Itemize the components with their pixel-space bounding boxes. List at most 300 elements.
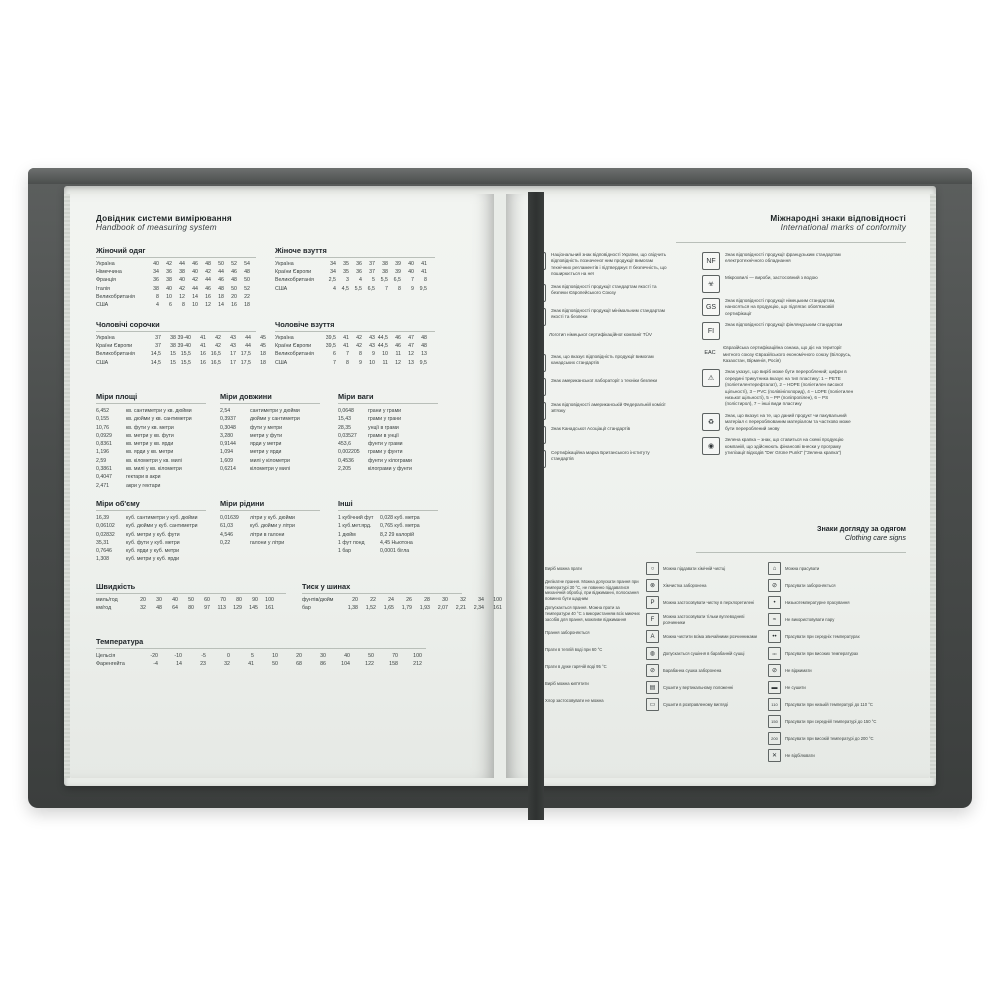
table-row xyxy=(96,268,250,276)
conformity-mark-description: Національний знак відповідності України, що свідчить відповідність позначеної ним продукції вимогам технічних регламентів і підтверджує її безпечність, що поширюється на неї xyxy=(551,252,667,277)
unit-description: фунти у грами xyxy=(368,441,403,448)
unit-description: милі у кілометри xyxy=(250,457,290,464)
unit-description: куб. дюйми у літри xyxy=(250,523,295,530)
table-cell: 12 xyxy=(179,293,185,300)
care-title-uk: Знаки догляду за одягом xyxy=(816,524,906,533)
table-cell: 70 xyxy=(392,653,398,659)
unit-description: 4,45 Ньютона xyxy=(380,539,413,546)
care-sign-description: Можна застосовувати чистку в перхлоретилені xyxy=(663,599,755,605)
no-tumble-icon: ⊘ xyxy=(646,664,659,677)
iron-150-icon: 150 xyxy=(768,715,781,728)
list-item xyxy=(96,522,197,530)
table-cell: 60 xyxy=(204,597,210,603)
table-cell: 48 xyxy=(218,285,224,292)
table-cell: 18 xyxy=(260,351,266,358)
table-cell: 16,5 xyxy=(210,359,221,366)
conformity-mark-description: Знак відповідності продукції фінляндським стандартам xyxy=(725,322,843,328)
list-item xyxy=(96,407,192,415)
value: 15,43 xyxy=(338,416,351,423)
conformity-mark xyxy=(702,437,862,456)
unit-description: гектари в акри xyxy=(126,474,161,481)
table-cell: 42 xyxy=(205,269,211,276)
table-cell: 20 xyxy=(231,293,237,300)
table-cell: 5,5 xyxy=(380,277,388,284)
section-volume-heading: Міри об'єму xyxy=(96,499,140,508)
table-cell: 42 xyxy=(356,343,362,350)
table-cell: 9,5 xyxy=(419,285,427,292)
table-cell: 24 xyxy=(388,597,394,603)
value: 0,22 xyxy=(220,539,231,546)
value: 10,76 xyxy=(96,424,109,431)
care-sign xyxy=(768,732,881,745)
conformity-mark xyxy=(528,284,678,302)
care-sign-description: Прасувати при низькій температурі до 110 °C xyxy=(785,701,873,707)
table-cell: 9 xyxy=(372,351,375,358)
table-cell: 7 xyxy=(346,351,349,358)
table-row xyxy=(96,334,266,342)
recycle-warning-icon: ⚠ xyxy=(702,369,720,387)
table-cell: 16 xyxy=(200,359,206,366)
table-area xyxy=(96,407,192,490)
table-cell: 1,93 xyxy=(419,605,430,612)
table-cell: 50 xyxy=(368,653,374,659)
care-sign xyxy=(768,596,881,609)
table-cell: 37 xyxy=(369,269,375,276)
table-cell: 28 xyxy=(424,597,430,603)
value: 16,39 xyxy=(96,515,109,521)
value: 1 кубічний фут xyxy=(338,515,374,521)
list-item xyxy=(220,514,295,522)
value: 2,59 xyxy=(96,457,107,464)
table-speed xyxy=(96,596,274,612)
table-cell: 40 xyxy=(153,261,159,267)
conformity-mark-description: Знак відповідності продукції німецьким стандартам, наносяться на продукцію, що підлягає обов'язковій сертифікації xyxy=(725,298,836,316)
no-dry-icon: ✕ xyxy=(768,749,781,762)
section-temperature-heading: Температура xyxy=(96,637,144,646)
table-cell: 10 xyxy=(272,653,278,659)
value: 4,546 xyxy=(220,531,233,538)
care-sign xyxy=(646,647,763,660)
table-liquid xyxy=(220,514,295,547)
conformity-mark-description: Знак Канадської Асоціації стандартів xyxy=(551,425,631,431)
table-cell: 2,34 xyxy=(473,605,484,612)
dryclean-a-icon: A xyxy=(646,630,659,643)
care-sign xyxy=(768,681,881,694)
value: 1,094 xyxy=(220,449,233,456)
care-sign xyxy=(528,677,641,690)
table-cell: 38 xyxy=(166,277,172,284)
value: 6,452 xyxy=(96,408,109,414)
nf-icon: NF xyxy=(702,252,720,270)
table-cell: 52 xyxy=(244,285,250,292)
care-sign xyxy=(646,681,763,694)
care-sign-description: Сушити у вертикальному положенні xyxy=(663,684,734,690)
conformity-mark xyxy=(528,426,678,444)
divider xyxy=(96,648,426,649)
table-cell: 1,38 xyxy=(347,605,358,612)
list-item xyxy=(96,448,192,456)
care-sign-description: Прасувати при середній температурі до 150 °C xyxy=(785,718,877,724)
unit-description: галони у літри xyxy=(250,539,285,546)
table-cell: 13 xyxy=(408,359,414,366)
row-label: США xyxy=(96,302,109,309)
list-item xyxy=(220,424,300,432)
unit-description: кілограми у фунти xyxy=(368,466,412,473)
list-item xyxy=(338,448,412,456)
table-cell: 10 xyxy=(382,351,388,358)
table-womens-shoes xyxy=(275,260,427,293)
conformity-mark xyxy=(702,275,862,293)
table-cell: 38 xyxy=(382,269,388,276)
care-sign xyxy=(528,694,641,707)
row-label: Великобританія xyxy=(96,293,135,300)
table-cell: -5 xyxy=(201,653,206,659)
list-item xyxy=(96,555,197,563)
line-dry-icon: ▤ xyxy=(646,681,659,694)
table-cell: 40 xyxy=(179,277,185,284)
table-cell: 2,21 xyxy=(455,605,466,612)
table-cell: 7 xyxy=(385,285,388,292)
table-cell: 17 xyxy=(230,359,236,366)
row-label: Великобританія xyxy=(275,351,314,358)
no-dryclean-icon: ⊗ xyxy=(646,579,659,592)
table-row xyxy=(96,350,266,358)
table-cell: 50 xyxy=(231,285,237,292)
row-label: Німеччина xyxy=(96,269,122,276)
unit-description: куб. метри у куб. ярди xyxy=(126,556,180,563)
row-label: США xyxy=(96,359,109,366)
care-sign xyxy=(768,664,881,677)
table-row xyxy=(96,293,250,301)
care-sign-description: Можна піддавати хімічній чистці xyxy=(663,565,726,571)
care-sign xyxy=(528,605,641,622)
table-cell: 38 xyxy=(170,335,176,341)
table-cell: 41 xyxy=(343,335,349,341)
table-cell: 46 xyxy=(192,261,198,267)
unit-description: акри у гектари xyxy=(126,482,161,489)
left-title-en: Handbook of measuring system xyxy=(96,223,217,232)
table-cell: 14 xyxy=(176,661,182,668)
unit-description: грами у фунти xyxy=(368,449,403,456)
table-cell: 40 xyxy=(408,269,414,276)
table-cell: 39-40 xyxy=(177,343,191,350)
table-cell: 48 xyxy=(156,605,162,612)
list-item xyxy=(338,547,420,555)
care-sign-description: Прасувати при високій температурі до 200 °C xyxy=(785,735,874,741)
table-cell: 38 xyxy=(382,261,388,267)
dryclean-f-icon: F xyxy=(646,613,659,626)
table-cell: 39,5 xyxy=(325,335,336,341)
table-cell: 15,5 xyxy=(180,359,191,366)
table-cell: 43 xyxy=(369,343,375,350)
table-cell: 13 xyxy=(421,351,427,358)
table-cell: 3 xyxy=(346,277,349,284)
row-label: бар xyxy=(302,605,311,612)
no-steam-icon: ≈ xyxy=(768,613,781,626)
care-sign-description: Барабанна сушка заборонена xyxy=(663,667,722,673)
table-cell: 16 xyxy=(205,293,211,300)
value: 1 фут понд xyxy=(338,539,365,546)
table-cell: 32 xyxy=(140,605,146,612)
row-label: миль/год xyxy=(96,597,118,603)
list-item xyxy=(220,415,300,423)
list-item xyxy=(96,457,192,465)
conformity-mark-description: Сертифікаційна марка Британського інституту стандартів xyxy=(551,449,650,462)
conformity-mark xyxy=(528,450,678,468)
table-cell: 44 xyxy=(245,343,251,350)
care-sign xyxy=(646,562,763,575)
value: 0,3048 xyxy=(220,424,236,431)
right-page xyxy=(506,194,930,778)
conformity-mark xyxy=(528,332,678,348)
divider xyxy=(220,510,320,511)
unit-description: куб. метри у куб. фути xyxy=(126,531,180,538)
care-sign xyxy=(646,596,763,609)
unit-description: грами у грани xyxy=(368,416,402,423)
unit-description: 8,2 29 калорій xyxy=(380,531,415,538)
list-item xyxy=(338,432,412,440)
table-cell: 12 xyxy=(395,359,401,366)
table-volume xyxy=(96,514,197,564)
list-item xyxy=(338,440,412,448)
table-cell: 16 xyxy=(231,302,237,309)
care-sign-description: Прасувати при високих температурах xyxy=(785,650,859,656)
table-cell: 8 xyxy=(182,302,185,309)
table-cell: 48 xyxy=(205,261,211,267)
conformity-mark-description: Знак відповідності продукції стандартам якості та безпеки Європейського Союзу xyxy=(551,283,657,296)
right-title-uk: Міжнародні знаки відповідності xyxy=(770,214,906,223)
list-item xyxy=(338,522,420,530)
care-sign-description: Не сушити xyxy=(785,684,806,690)
table-cell: 32 xyxy=(460,597,466,603)
row-label: фунтів/дюйм xyxy=(302,597,334,603)
table-cell: 17,5 xyxy=(240,351,251,358)
care-signs-title xyxy=(817,524,906,542)
value: 2,54 xyxy=(220,408,231,414)
table-cell: 122 xyxy=(365,661,374,668)
unit-description: куб. ярди у куб. метри xyxy=(126,548,180,555)
table-cell: 11 xyxy=(395,351,401,358)
page-block xyxy=(64,186,936,786)
table-cell: 8 xyxy=(346,359,349,366)
care-sign xyxy=(528,579,641,601)
unit-description: 0,765 куб. метра xyxy=(380,523,420,530)
care-sign-description: Не віджимати xyxy=(785,667,812,673)
row-label: Країни Європи xyxy=(96,343,133,350)
table-row xyxy=(96,596,274,604)
value: 0,6214 xyxy=(220,466,236,473)
list-item xyxy=(338,415,412,423)
table-cell: 113 xyxy=(217,605,226,612)
table-cell: 38 xyxy=(153,285,159,292)
row-label: Україна xyxy=(275,261,294,267)
table-mens-shoes xyxy=(275,334,427,367)
flat-dry-icon: ▭ xyxy=(646,698,659,711)
open-book xyxy=(28,168,972,808)
value: 28,35 xyxy=(338,424,351,431)
list-item xyxy=(338,514,420,522)
care-sign xyxy=(768,579,881,592)
table-cell: 15,5 xyxy=(180,351,191,358)
conformity-mark xyxy=(528,378,678,396)
value: 2,205 xyxy=(338,466,351,473)
table-cell: 54 xyxy=(244,261,250,267)
unit-description: фути у метри xyxy=(250,424,282,431)
table-row xyxy=(275,359,427,367)
unit-description: літри у куб. дюйми xyxy=(250,515,295,521)
table-cell: 44 xyxy=(205,277,211,284)
list-item xyxy=(220,457,300,465)
table-cell: 20 xyxy=(140,597,146,603)
table-cell: 9 xyxy=(411,285,414,292)
section-speed-heading: Швидкість xyxy=(96,582,136,591)
section-womens-clothes-heading: Жіночий одяг xyxy=(96,246,146,255)
table-cell: 80 xyxy=(188,605,194,612)
table-cell: 34 xyxy=(330,269,336,276)
unit-description: метри у ярди xyxy=(250,449,282,456)
table-cell: 48 xyxy=(231,277,237,284)
section-area-heading: Міри площі xyxy=(96,392,138,401)
conformity-mark-description: Знак указує, що виріб може бути перероблений; цифри в середині трикутника вказує на тип пластику: 1 – PETE (поліетилентерефталат), 2 – HDPE (поліетилен високої щільності), 3 – PVC (полівінілхлорид), 4 – LDPE (поліетилен низької щільності), 5 – PP (поліпропілен), 6 – PS (полістирол), 7 – інші види пластику xyxy=(725,369,854,407)
table-cell: 11 xyxy=(382,359,388,366)
value: 3,280 xyxy=(220,432,233,439)
care-signs-column-1 xyxy=(528,562,641,711)
unit-description: грами в унції xyxy=(368,432,399,439)
row-label: км/год xyxy=(96,605,112,612)
table-cell: 50 xyxy=(218,261,224,267)
value: 453,6 xyxy=(338,441,351,448)
divider xyxy=(96,257,256,258)
unit-description: кв. милі у кв. кілометри xyxy=(126,466,182,473)
table-cell: 40 xyxy=(172,597,178,603)
table-temperature xyxy=(96,652,422,668)
list-item xyxy=(338,539,420,547)
table-row xyxy=(96,342,266,350)
table-cell: 35 xyxy=(343,269,349,276)
divider xyxy=(338,510,438,511)
conformity-mark xyxy=(528,354,678,372)
table-mens-shirts xyxy=(96,334,266,367)
row-label: Фаренгейта xyxy=(96,661,125,668)
tumble-dry-icon: ◍ xyxy=(646,647,659,660)
table-cell: 34 xyxy=(478,597,484,603)
list-item xyxy=(220,522,295,530)
conformity-mark-description: Знак американської лабораторії з техніки безпеки xyxy=(551,377,658,383)
table-cell: 10 xyxy=(369,359,375,366)
unit-description: кв. кілометри у кв. милі xyxy=(126,457,182,464)
unit-description: куб. фути у куб. метри xyxy=(126,539,180,546)
conformity-marks-left-column xyxy=(528,252,678,474)
table-cell: 6,5 xyxy=(393,277,401,284)
table-cell: 16,5 xyxy=(210,351,221,358)
list-item xyxy=(220,531,295,539)
table-cell: 36 xyxy=(153,277,159,284)
table-cell: 18 xyxy=(244,302,250,309)
table-row xyxy=(275,260,427,268)
table-cell: 5 xyxy=(372,277,375,284)
unit-description: грани у грами xyxy=(368,408,402,414)
table-cell: 41 xyxy=(248,661,254,668)
care-sign-description: Можна застосовувати тільки вуглеводневі розчинники xyxy=(663,613,745,625)
unit-description: кв. фути у кв. метри xyxy=(126,424,174,431)
section-mens-shirts-heading: Чоловічі сорочки xyxy=(96,320,160,329)
table-row xyxy=(275,350,427,358)
table-cell: 44 xyxy=(179,261,185,267)
table-row xyxy=(96,260,250,268)
table-cell: 17,5 xyxy=(240,359,251,366)
no-iron-icon: ⊘ xyxy=(768,579,781,592)
divider xyxy=(676,242,906,243)
table-row xyxy=(302,596,502,604)
divider xyxy=(275,331,435,332)
list-item xyxy=(220,465,300,473)
table-length xyxy=(220,407,300,473)
table-cell: 48 xyxy=(421,335,427,341)
table-cell: 50 xyxy=(188,597,194,603)
table-cell: 4 xyxy=(333,285,336,292)
table-cell: 42 xyxy=(356,335,362,341)
care-sign-description: Прати в дуже гарячій воді 95 °C xyxy=(545,663,607,669)
value: 1 дюйм xyxy=(338,531,356,538)
table-cell: 6,5 xyxy=(367,285,375,292)
table-cell: 8 xyxy=(359,351,362,358)
table-cell: 7 xyxy=(411,277,414,284)
table-cell: 40 xyxy=(344,653,350,659)
table-cell: 41 xyxy=(200,343,206,350)
unit-description: метри у фути xyxy=(250,432,282,439)
table-cell: 44 xyxy=(245,335,251,341)
care-sign-description: Прасувати при середніх температурах xyxy=(785,633,860,639)
row-label: Країни Європи xyxy=(275,269,312,276)
table-row xyxy=(96,285,250,293)
table-cell: 12 xyxy=(408,351,414,358)
table-cell: 5 xyxy=(251,653,254,659)
row-label: Франція xyxy=(96,277,116,284)
table-cell: 80 xyxy=(236,597,242,603)
unit-description: сантиметри у дюйми xyxy=(250,408,300,414)
table-cell: 38 xyxy=(170,343,176,350)
conformity-mark xyxy=(702,298,862,317)
table-cell: -4 xyxy=(153,661,158,668)
dryclean-p-icon: P xyxy=(646,596,659,609)
value: 1,308 xyxy=(96,556,109,563)
table-cell: 1,52 xyxy=(365,605,376,612)
care-sign-description: Хлор застосовувати не можна xyxy=(545,697,604,703)
list-item xyxy=(96,432,192,440)
unit-description: куб. сантиметри у куб. дюйми xyxy=(126,515,198,521)
unit-description: літри в галони xyxy=(250,531,285,538)
care-sign-description: Прати в теплій воді при 60 °C xyxy=(545,646,603,652)
value: 0,4536 xyxy=(338,457,354,464)
table-row xyxy=(96,276,250,284)
table-cell: 18 xyxy=(218,293,224,300)
care-sign xyxy=(768,715,881,728)
table-cell: 0 xyxy=(227,653,230,659)
value: 1,196 xyxy=(96,449,109,456)
table-row xyxy=(96,301,250,309)
care-signs-column-3 xyxy=(768,562,881,766)
table-cell: 42 xyxy=(215,343,221,350)
table-cell: 39 xyxy=(395,269,401,276)
table-cell: 44 xyxy=(218,269,224,276)
table-cell: 12 xyxy=(205,302,211,309)
value: 0,8361 xyxy=(96,441,112,448)
table-row xyxy=(275,268,427,276)
care-sign xyxy=(646,664,763,677)
table-cell: 2,07 xyxy=(437,605,448,612)
unit-description: кв. дюйми у кв. сантиметри xyxy=(126,416,192,423)
table-cell: 32 xyxy=(224,661,230,668)
